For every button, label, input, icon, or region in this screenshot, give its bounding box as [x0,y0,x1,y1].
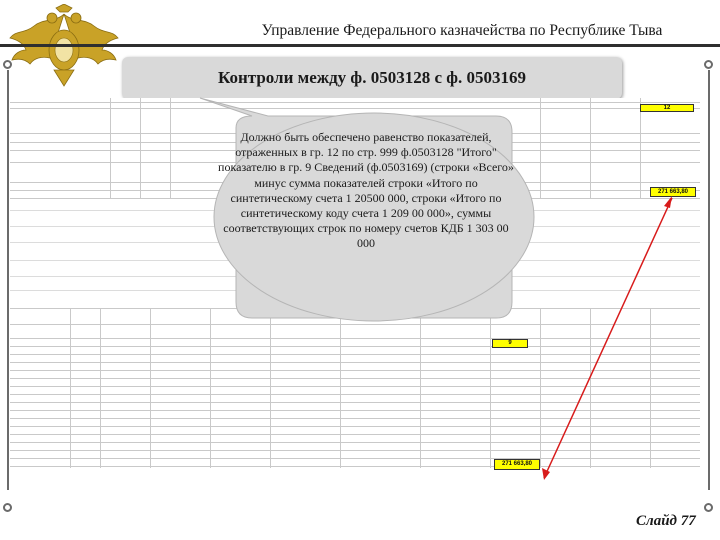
slide-number: Слайд 77 [636,513,696,529]
highlight-column-9-header: 9 [492,339,528,348]
highlight-column-12-header: 12 [640,104,694,112]
highlight-bottom-value: 271 663,80 [494,459,540,470]
header-title: Управление Федерального казначейства по Республике Тыва [261,22,663,39]
highlight-top-value: 271 663,80 [650,187,696,197]
banner-title: Контроли между ф. 0503128 с ф. 0503169 [217,68,527,87]
callout-text: Должно быть обеспечено равенство показателей, отраженных в гр. 12 по стр. 999 ф.0503128 "Итого" показателю в гр. 9 Сведений (ф.0503169) (строки «Всего» минус сумма показателей строки «Итого по синтетическому счета 1 20500 000, строки «Итого по синтетическому коду счета 1 209 00 000», суммы соответствующих строк по номеру счетов КДБ 1 303 00 000 [218,130,514,251]
